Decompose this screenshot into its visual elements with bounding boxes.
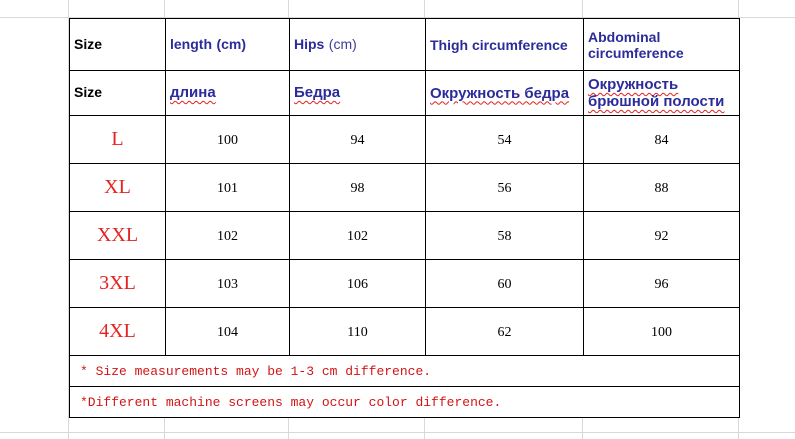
note-row-measurement [70,356,740,387]
size-code: XL [104,176,131,198]
header-ru-thigh [426,71,584,116]
size-code: 4XL [99,320,136,342]
length-value: 100 [217,132,238,148]
abdominal-value: 100 [651,324,672,340]
header-ru-thigh-label: Окружность бедра [430,84,570,102]
abdominal-value: 84 [654,132,669,148]
header-row-english [70,19,740,71]
size-code: 3XL [99,272,136,294]
hips-value: 102 [347,228,368,244]
table-row [70,164,740,212]
length-value: 101 [217,180,238,196]
header-length [166,19,290,71]
header-abdominal-label: Abdominal circumference [588,28,684,61]
abdominal-value: 88 [654,180,669,196]
header-ru-size-label: Size [74,84,103,100]
header-length-unit: (cm) [216,35,247,52]
size-chart-table [69,18,740,418]
table-row [70,212,740,260]
hips-value: 110 [347,324,368,340]
header-size [70,19,166,71]
thigh-value: 56 [497,180,512,196]
length-value: 104 [217,324,238,340]
hips-value: 94 [350,132,365,148]
header-hips [290,19,426,71]
table-row [70,260,740,308]
header-ru-abdominal-label: Окружность брюшной полости [588,76,725,110]
header-thigh [426,19,584,71]
header-length-label: length [170,35,212,52]
thigh-value: 54 [497,132,512,148]
abdominal-value: 96 [654,276,669,292]
length-value: 103 [217,276,238,292]
color-note: *Different machine screens may occur color difference. [80,395,502,410]
abdominal-value: 92 [654,228,669,244]
hips-value: 106 [347,276,368,292]
header-ru-length [166,71,290,116]
header-ru-abdominal [584,71,740,116]
thigh-value: 62 [497,324,512,340]
header-abdominal [584,19,740,71]
header-hips-unit: (cm) [328,35,357,52]
thigh-value: 58 [497,228,512,244]
header-hips-label: Hips [294,35,325,52]
header-ru-hips [290,71,426,116]
header-size-label: Size [74,35,103,52]
header-ru-hips-label: Бедра [294,84,341,101]
measurement-note: * Size measurements may be 1-3 cm difference. [80,364,432,379]
size-code: XXL [96,224,139,246]
length-value: 102 [217,228,238,244]
header-row-russian [70,71,740,116]
table-row [70,116,740,164]
header-ru-size [70,71,166,116]
table-row [70,308,740,356]
size-code: L [111,128,124,150]
thigh-value: 60 [497,276,512,292]
note-row-color [70,387,740,418]
header-thigh-label: Thigh circumference [430,36,568,53]
header-ru-length-label: длина [170,84,216,101]
hips-value: 98 [350,180,365,196]
